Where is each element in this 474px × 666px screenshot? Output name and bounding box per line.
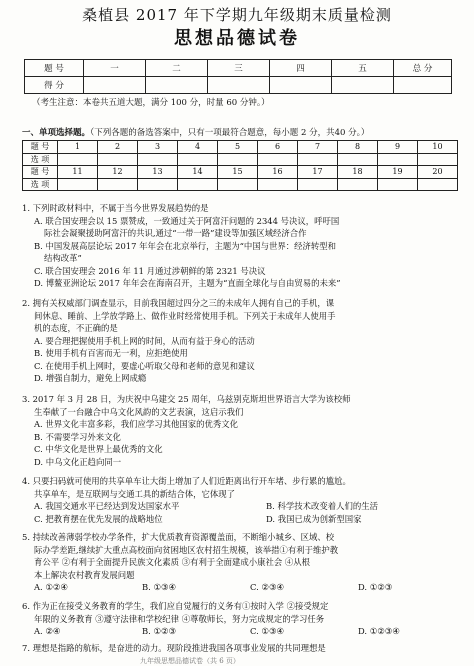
score-cell [270,77,332,94]
question-stem: 7. 理想是指路的航标，是奋进的动力。现阶段推进我国各项事业发展的共同理想是 [22,643,326,653]
answer-number-cell: 2 [98,141,138,154]
answer-blank-cell[interactable] [338,153,378,166]
option-a: A. ①②④ [34,582,68,592]
answer-number-cell: 17 [298,166,338,179]
section-instruction: （下列各题的备选答案中，只有一项最符合题意，每小题 2 分，共40 分。） [90,128,370,138]
question-2 [22,297,466,385]
option-a-cont: 际社会凝聚援助阿富汗的共识,通过“一带一路”建设等加强区域经济合作 [44,228,307,238]
score-header-cell: 二 [146,60,208,77]
answer-blank-cell[interactable] [378,153,418,166]
answer-number-cell: 18 [338,166,378,179]
answer-row-label: 题 号 [23,141,58,154]
question-stem: 1. 下列时政材料中，不属于当今世界发展趋势的是 [22,203,209,213]
option-b: B. 科学技术改变着人们的生活 [266,501,378,511]
answer-blank-cell[interactable] [58,178,98,191]
answer-number-cell: 15 [218,166,258,179]
answer-blank-row [23,178,458,191]
answer-blank-cell[interactable] [378,178,418,191]
option-c: C. ②③④ [250,582,284,592]
option-row [22,513,466,526]
page-footer: 九年级思想品德试卷（共 6 页） [140,657,240,665]
option-c: C. 在使用手机上网时，要虚心听取父母和老师的意见和建议 [34,360,255,371]
score-cell [394,77,452,94]
section-title: 一、单项选择题。 [22,128,91,138]
option-a: A. 我国交通水平已经达到发达国家水平 [34,501,180,511]
exam-subtitle: 思想品德试卷 [174,28,300,49]
option-b: B. ①③④ [142,582,177,592]
score-cell [146,77,208,94]
option-b: B. 中国发展高层论坛 2017 年年会在北京举行，主题为“中国与世界：经济转型和 [34,240,337,251]
option-row [22,625,466,638]
score-table [24,59,452,94]
option-d: D. 博鳌亚洲论坛 2017 年年会在海南召开，主题为“直面全球化与自由贸易的未来” [34,278,341,288]
answer-blank-cell[interactable] [218,153,258,166]
question-7 [22,642,466,655]
option-a: A. ②④ [34,626,61,636]
score-header-cell: 五 [332,60,394,77]
answer-number-cell: 10 [418,141,458,154]
score-header-cell: 三 [208,60,270,77]
answer-number-cell: 6 [258,141,298,154]
option-b: B. 不需要学习外来文化 [34,431,121,442]
score-cell [84,77,146,94]
exam-title: 桑植县 2017 年下学期九年级期末质量检测 [82,6,392,24]
answer-number-cell: 7 [298,141,338,154]
answer-number-cell: 3 [138,141,178,154]
option-d: D. 中乌文化正趋向同一 [34,456,122,467]
option-d: D. 我国已成为创新型国家 [266,513,362,524]
answer-number-cell: 1 [58,141,98,154]
question-stem: 际办学差距,继续扩大重点高校面向贫困地区农村招生规模，该举措①有利于维护教 [34,544,339,555]
score-header-cell: 总 分 [394,60,452,77]
score-header-cell: 四 [270,60,332,77]
answer-number-row [23,141,458,154]
answer-blank-cell[interactable] [418,178,458,191]
answer-row-label: 题 号 [23,166,58,179]
option-c: C. ①③④ [250,626,284,636]
option-a: A. 世界文化丰富多彩，我们应学习其他国家的优秀文化 [34,419,238,429]
answer-number-cell: 20 [418,166,458,179]
question-stem: 5. 持续改善薄弱学校办学条件，扩大优质教育资源覆盖面，不断缩小城乡、区域、校 [22,532,335,542]
score-table-header-row [25,60,452,77]
question-stem: 3. 2017 年 3 月 28 日，为庆祝中乌建交 25 周年，乌兹别克斯坦世界语言大学为该校师 [22,394,351,404]
option-d: D. ①②③ [358,582,393,592]
question-1 [22,202,466,290]
question-3 [22,393,466,468]
answer-number-cell: 5 [218,141,258,154]
answer-blank-cell[interactable] [258,153,298,166]
option-c: C. 联合国安理会 2016 年 11 月通过涉朝鲜的第 2321 号决议 [34,265,266,276]
answer-blank-cell[interactable] [178,153,218,166]
option-d: D. ①②③④ [358,626,400,636]
option-a: A. 要合理把握使用手机上网的时间，从而有益于身心的活动 [34,335,255,346]
score-header-cell: 一 [84,60,146,77]
answer-table [22,140,458,191]
answer-blank-cell[interactable] [418,153,458,166]
option-c: C. 中华文化是世界上最优秀的文化 [34,444,163,454]
answer-number-cell: 19 [378,166,418,179]
question-6 [22,600,466,638]
question-stem: 共享单车，是互联网与交通工具的新结合体，它体现了 [34,488,235,499]
question-stem: 间休息、睡前、上学放学路上、做作业时经常使用手机。下列关于未成年人使用手 [34,310,336,321]
answer-number-cell: 11 [58,166,98,179]
option-row [22,581,466,594]
answer-blank-cell[interactable] [58,153,98,166]
section-heading [22,126,369,138]
question-stem: 2. 拥有关权威部门调查显示，目前我国超过四分之三的未成年人拥有自己的手机，课 [22,298,335,308]
score-cell [332,77,394,94]
answer-blank-cell[interactable] [298,153,338,166]
question-stem: 6. 作为正在接受义务教育的学生，我们应自觉履行的义务有①按时入学 ②接受规定 [22,601,329,611]
answer-row-label: 选 项 [23,153,58,166]
answer-blank-cell[interactable] [98,178,138,191]
option-b: B. ①②③ [142,626,177,636]
answer-number-cell: 13 [138,166,178,179]
answer-blank-cell[interactable] [178,178,218,191]
answer-number-cell: 14 [178,166,218,179]
answer-number-row [23,166,458,179]
answer-blank-cell[interactable] [98,153,138,166]
answer-blank-row [23,153,458,166]
question-stem: 生奉献了一台融合中乌文化风韵的文艺表演，这启示我们 [34,406,244,417]
answer-blank-cell[interactable] [298,178,338,191]
exam-note: （考生注意：本卷共五道大题，满分 100 分，时量 60 分钟。） [32,98,270,108]
answer-blank-cell[interactable] [218,178,258,191]
question-4 [22,475,466,525]
question-stem: 育公平 ②有利于全面提升民族文化素质 ③有利于全面建成小康社会 ④从根 [34,557,310,567]
score-header-cell: 题 号 [25,60,84,77]
option-d: D. 增强自制力，避免上网成瘾 [34,373,147,383]
answer-number-cell: 9 [378,141,418,154]
answer-blank-cell[interactable] [138,153,178,166]
option-row [22,500,466,513]
score-cell [208,77,270,94]
question-5 [22,531,466,594]
answer-number-cell: 16 [258,166,298,179]
answer-number-cell: 4 [178,141,218,154]
question-stem: 年限的义务教育 ③遵守法律和学校纪律 ④尊敬师长，努力完成规定的学习任务 [34,613,325,624]
option-b-cont: 结构改革” [44,253,82,263]
answer-row-label: 选 项 [23,178,58,191]
question-stem: 机的态度，不正确的是 [34,323,118,333]
option-c: C. 把教育摆在优先发展的战略地位 [34,513,163,524]
answer-blank-cell[interactable] [258,178,298,191]
question-stem: 本上解决农村教育发展问题 [34,569,135,580]
option-a: A. 联合国安理会以 15 票赞成，一致通过关于阿富汗问题的 2344 号决议，呼吁国 [34,215,340,226]
answer-blank-cell[interactable] [138,178,178,191]
score-row-label: 得 分 [25,77,84,94]
answer-number-cell: 12 [98,166,138,179]
score-table-score-row [25,77,452,94]
option-b: B. 使用手机有百害而无一利，应拒绝使用 [34,348,188,358]
answer-blank-cell[interactable] [338,178,378,191]
answer-number-cell: 8 [338,141,378,154]
question-stem: 4. 只要扫码就可使用的共享单车让大街上增加了人们近距离出行开车堵、步行累的尴尬。 [22,476,351,486]
